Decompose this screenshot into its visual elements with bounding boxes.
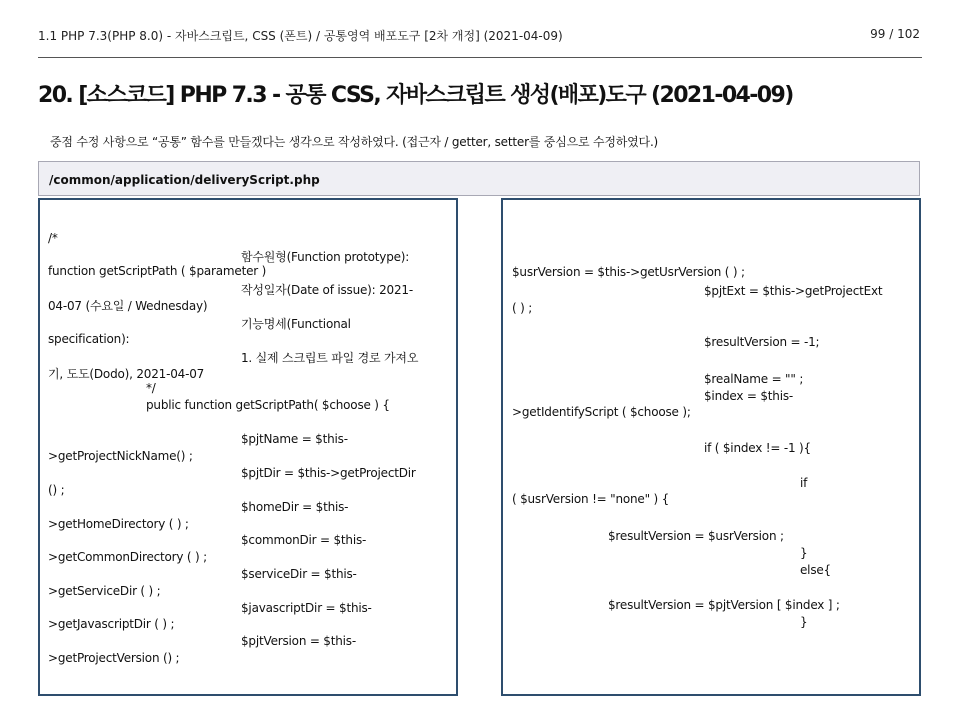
- code-line: $pjtVersion = $this-: [241, 634, 356, 648]
- code-line: 04-07 (수요일 / Wednesday): [48, 299, 208, 313]
- code-line: */: [146, 381, 156, 395]
- code-line: else{: [800, 563, 831, 577]
- file-path: /common/application/deliveryScript.php: [49, 173, 320, 187]
- code-line: >getCommonDirectory ( ) ;: [48, 550, 207, 564]
- intro-text: 중점 수정 사항으로 “공통” 함수를 만들겠다는 생각으로 작성하였다. (접근자 / getter, setter를 중심으로 수정하였다.): [50, 135, 659, 149]
- code-line: if: [800, 476, 808, 490]
- header-document-title: 1.1 PHP 7.3(PHP 8.0) - 자바스크립트, CSS (폰트) / 공통영역 배포도구 [2차 개정] (2021-04-09): [38, 29, 563, 43]
- code-line: }: [800, 546, 808, 560]
- code-block-left: [38, 198, 458, 696]
- header-divider: [38, 57, 922, 58]
- code-line: $usrVersion = $this->getUsrVersion ( ) ;: [512, 265, 745, 279]
- code-line: () ;: [48, 483, 65, 497]
- page-title: 20. [소스코드] PHP 7.3 - 공통 CSS, 자바스크립트 생성(배포)도구 (2021-04-09): [38, 83, 793, 108]
- code-line: $resultVersion = $usrVersion ;: [608, 529, 784, 543]
- code-line: 기능명세(Functional: [241, 317, 351, 331]
- code-line: $javascriptDir = $this-: [241, 601, 372, 615]
- code-line: >getProjectVersion () ;: [48, 651, 180, 665]
- code-line: 작성일자(Date of issue): 2021-: [241, 283, 413, 297]
- code-line: >getHomeDirectory ( ) ;: [48, 517, 189, 531]
- code-line: $resultVersion = -1;: [704, 335, 820, 349]
- code-line: ( ) ;: [512, 301, 533, 315]
- page-number: 99 / 102: [870, 27, 920, 41]
- code-line: /*: [48, 231, 58, 245]
- code-line: $homeDir = $this-: [241, 500, 349, 514]
- code-line: 1. 실제 스크립트 파일 경로 가져오: [241, 351, 419, 365]
- code-line: public function getScriptPath( $choose ) {: [146, 398, 390, 412]
- code-line: >getJavascriptDir ( ) ;: [48, 617, 175, 631]
- code-line: function getScriptPath ( $parameter ): [48, 264, 267, 278]
- code-line: >getProjectNickName() ;: [48, 449, 193, 463]
- code-line: if ( $index != -1 ){: [704, 441, 811, 455]
- code-line: $pjtExt = $this->getProjectExt: [704, 284, 883, 298]
- file-path-bar: [38, 161, 920, 196]
- code-line: $serviceDir = $this-: [241, 567, 357, 581]
- code-line: $realName = "" ;: [704, 372, 804, 386]
- code-line: $pjtDir = $this->getProjectDir: [241, 466, 416, 480]
- code-block-right: [501, 198, 921, 696]
- code-line: >getServiceDir ( ) ;: [48, 584, 161, 598]
- code-line: }: [800, 615, 808, 629]
- code-line: $index = $this-: [704, 389, 794, 403]
- code-line: specification):: [48, 332, 130, 346]
- code-line: 함수원형(Function prototype):: [241, 250, 410, 264]
- code-line: $resultVersion = $pjtVersion [ $index ] ;: [608, 598, 840, 612]
- code-line: >getIdentifyScript ( $choose );: [512, 405, 691, 419]
- code-line: $commonDir = $this-: [241, 533, 367, 547]
- code-line: $pjtName = $this-: [241, 432, 348, 446]
- code-line: 기, 도도(Dodo), 2021-04-07: [48, 367, 205, 381]
- code-line: ( $usrVersion != "none" ) {: [512, 492, 670, 506]
